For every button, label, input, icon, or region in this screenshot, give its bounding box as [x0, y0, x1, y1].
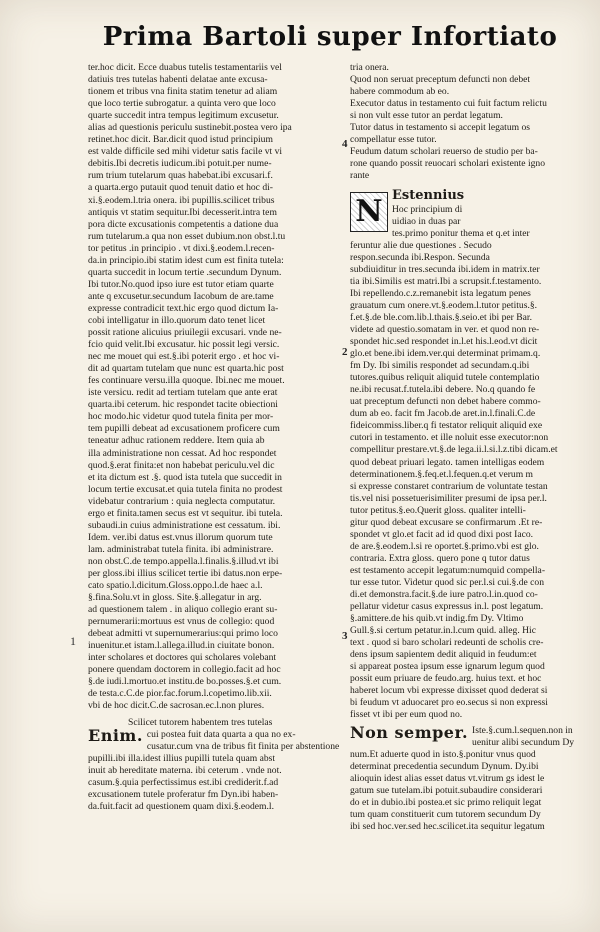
text-line: cusatur.cum vna de tribus fit finita per abstentione: [146, 740, 340, 752]
text-line: debitis.Ibi decretis iudicum.ibi potuit.per nume-: [88, 158, 272, 170]
text-line: ne.ibi recusat.f.tutela.ibi debere. No.q quando fe: [350, 384, 536, 396]
margin-number-4a: 4: [342, 138, 348, 150]
text-line: quod debeat priuari legato. tamen intelligas eodem: [350, 456, 545, 468]
text-line: gatum sue tutelam.ibi potuit.subaudire considerari: [350, 784, 543, 796]
text-line: antiquis vt statim sequitur.Ibi decesserit.intra tem: [88, 206, 277, 218]
text-line: quarte succedit intra tempus legitimum excusetur.: [88, 110, 279, 122]
text-line: da.fuit.facit ad questionem quam dixi.§.eodem.l.: [88, 800, 274, 812]
text-line: haberet locum vbi expresse dixisset quod dederat si: [350, 685, 548, 697]
text-line: uidiao in duas par: [392, 215, 461, 227]
text-line: inuenitur.et istam.l.allega.illud.in ciuitate bonon.: [88, 640, 275, 652]
margin-number-2: 2: [342, 346, 348, 358]
summary-line: Quod non seruat preceptum defuncti non debet: [350, 74, 531, 86]
text-line: contraria. Extra gloss. quero pone q tutor datus: [350, 552, 530, 564]
text-line: compellitur prestare.vt.§.de lega.ii.l.si.l.z.tibi dicam.et: [350, 444, 558, 456]
text-line: feruntur alie due questiones . Secudo: [350, 239, 492, 251]
left-lemma-intro: Scilicet tutorem habentem tres tutelas: [128, 716, 273, 728]
text-line: expresse contradicit text.hic ergo quod dictum Ia-: [88, 302, 279, 314]
section-word: Estennius: [392, 188, 465, 204]
text-line: tia ibi.Similis est matri.Ibi a scrupsit.f.testamento.: [350, 275, 542, 287]
text-line: hoc modo.hic videtur quod tutela finita per mor-: [88, 411, 274, 423]
text-line: pellatur videtur casus expressus in.l. post legatum.: [350, 601, 544, 613]
text-line: respon.secunda ibi.Respon. Secunda: [350, 251, 490, 263]
text-line: determinat precedentia secundum Dynum. Dy.ibi: [350, 760, 539, 772]
text-line: cui postea fuit data quarta a qua no ex-: [146, 728, 296, 740]
text-line: fideicommiss.liber.q fi testator reliquit aliquid exe: [350, 420, 543, 432]
text-line: possit eum priuare de feudo.arg. huius text. et hoc: [350, 673, 542, 685]
text-line: inuit ab hereditate materna. ibi ceterum . vnde not.: [88, 764, 282, 776]
text-line: Ibi tutor.No.quod ipso iure est tutor etiam quarte: [88, 278, 274, 290]
text-line: inter scholares et doctores qui scholares volebant: [88, 652, 277, 664]
text-line: de are.§.eodem.l.si re oportet.§.primo.vbi est glo.: [350, 540, 539, 552]
text-line: pupilli.ibi illa.idest illius pupilli tutela quam abst: [88, 752, 276, 764]
summary-line: rone quando possit reuocari scholari existente igno: [350, 158, 546, 170]
right-section-text: [350, 204, 588, 722]
text-line: illa administratione non cessat. Ad hoc respondet: [88, 447, 277, 459]
text-line: teneatur adhuc rationem reddere. Item quia ab: [88, 435, 265, 447]
text-line: possit ratione alicuius priuilegii excusari. vnde ne-: [88, 327, 282, 339]
text-line: di.et demonstra.facit.§.de iure patro.l.in.quod co-: [350, 589, 538, 601]
text-line: fisset vt ibi per eum quod no.: [350, 709, 463, 721]
text-line: subdiuiditur in tres.secunda ibi.idem in matrix.ter: [350, 263, 540, 275]
text-line: rum trium tutelarum quas habebat.ibi excusari.f.: [88, 170, 273, 182]
text-line: tionem et tribus vna finita statim tenetur ad aliam: [88, 86, 278, 98]
text-line: Ibi repellendo.c.z.remanebit ista legatum penes: [350, 287, 531, 299]
text-line: Gull.§.si certum petatur.in.l.cum quid. alleg. Hic: [350, 625, 536, 637]
text-line: tutores.quibus reliquit aliquid tutele contemplatio: [350, 372, 540, 384]
text-line: non obst.C.de tempo.appella.l.finalis.§.illud.vt ibi: [88, 555, 279, 567]
running-header: Prima Bartoli super Infortiato: [102, 22, 558, 52]
text-line: cobi intelligatur in illo.quorum dato tenet licet: [88, 314, 266, 326]
left-column-text: [88, 62, 342, 713]
text-line: subaudi.in cuius administratione est cessatum. ibi.: [88, 519, 281, 531]
text-line: Iste.§.cum.l.sequen.non in: [472, 724, 573, 736]
text-line: si appareat postea ipsum esse ignarum legum quod: [350, 661, 545, 673]
text-line: xi.§.eodem.l.tria onera. ibi pupillis.scilicet tribus: [88, 194, 275, 206]
text-line: §.fina.Solu.vt in gloss. Site.§.allegatur in arg.: [88, 592, 262, 604]
text-line: ergo et finita.tamen secus est vt sequitur. ibi tutela.: [88, 507, 283, 519]
text-line: si expresse constaret contrarium de voluntate testan: [350, 480, 548, 492]
text-line: cutori in testamento. et ille noluit esse executor:non: [350, 432, 549, 444]
text-line: iste versicu. redit ad tertiam tutelam que ante erat: [88, 387, 278, 399]
text-line: fm Dy. Ibi similis respondet ad secundam.q.ibi: [350, 360, 530, 372]
text-line: tutor petitus.§.eo.Querit gloss. qualiter intelli-: [350, 504, 526, 516]
text-line: est valde difficile sed mihi videtur satis facile vt vi: [88, 146, 283, 158]
text-line: debeat admitti vt supernumerarius:qui primo loco: [88, 628, 278, 640]
summary-line: Executor datus in testamento cui fuit factum relictu: [350, 98, 547, 110]
text-line: Idem. ver.ibi datus est.vnus illorum quorum tute: [88, 531, 273, 543]
margin-mark: 1: [70, 634, 76, 648]
text-line: vbi de hoc dicit.C.de sacrosan.ec.l.non plures.: [88, 700, 265, 712]
left-lemma-word: Enim.: [88, 725, 143, 745]
text-line: tes.primo ponitur thema et q.et inter: [392, 227, 530, 239]
text-line: de testa.c.C.de pior.fac.forum.l.copetimo.lib.xii.: [88, 688, 272, 700]
text-line: casum.§.quia perfectissimus est.ibi crediderit.f.ad: [88, 776, 279, 788]
text-line: tum quam constituerit cum tutorem secundum Dy: [350, 808, 541, 820]
text-line: pora dicte excusationis competentis a datione dua: [88, 218, 279, 230]
text-line: retinet.hoc dicit. Bar.dicit quod istud principium: [88, 134, 273, 146]
text-line: tem pupilli debeat ad excusationem proficere cum: [88, 423, 280, 435]
text-line: lam. administrabat tutela finita. ibi administrare.: [88, 543, 274, 555]
text-line: et ita dictum est .§. quod ista tutela que succedit in: [88, 471, 282, 483]
right-summary-text: [350, 62, 588, 182]
text-line: uat preceptum defuncti non debet habere commo-: [350, 396, 541, 408]
text-line: videbatur contrarium : quia neglecta computatur.: [88, 495, 276, 507]
text-line: rum tutelarum.a qua non esset dubium.non obst.l.tu: [88, 230, 286, 242]
summary-line: Tutor datus in testamento si accepit legatum os: [350, 122, 531, 134]
summary-line: Feudum datum scholari reuerso de studio per ba-: [350, 146, 538, 158]
text-line: excusationem tutele proferatur fm Dyn.ibi haben-: [88, 788, 279, 800]
text-line: dens ipsum sapientem dedit aliquid in feudum:et: [350, 649, 537, 661]
text-line: gitur quod debeat excusare se confirmarum .Et re-: [350, 516, 543, 528]
text-line: alias ad questionis periculu sustinebit.postea vero ipa: [88, 122, 292, 134]
text-line: §.amittere.de his quib.vt indig.fm Dy. Vltimo: [350, 613, 524, 625]
text-line: f.et.§.de ble.com.lib.l.thais.§.seio.et ibi per Bar.: [350, 311, 532, 323]
section-dropcap: N: [350, 192, 388, 232]
text-line: bi feudum vt aduocaret pro eo.secus si non expressi: [350, 697, 548, 709]
text-line: fcio quid velit.Ibi excusatur. hic possit legi versic.: [88, 339, 280, 351]
text-line: ad questionem talem . in aliquo collegio erant su-: [88, 604, 278, 616]
text-line: a quarta.ergo putauit quod tenuit datio et hoc di-: [88, 182, 273, 194]
summary-line: tria onera.: [350, 62, 389, 73]
text-line: tis.vel nisi possetuerisimiliter presumi de ipsa per.l.: [350, 492, 547, 504]
text-line: est testamento accepit legatum:numquid compella-: [350, 564, 546, 576]
text-line: da.in principio.ibi statim idest cum est finita tutela:: [88, 254, 284, 266]
text-line: fes continuare versu.illa quoque. Ibi.nec me mouet.: [88, 375, 285, 387]
text-line: alioquin idest alias esset datus vt.vitrum gs idest le: [350, 772, 545, 784]
left-lemma-block: [88, 717, 342, 813]
text-line: num.Et aduerte quod in isto.§.ponitur vnus quod: [350, 748, 536, 760]
text-line: ter.hoc dicit. Ecce duabus tutelis testamentariis vel: [88, 62, 282, 73]
text-line: ibi sed hoc.ver.sed hec.scilicet.ita sequitur legatum: [350, 820, 545, 832]
right-column: [350, 62, 588, 912]
text-line: spondet vt glo.et facit ad id quod dixi post Iaco.: [350, 528, 534, 540]
text-line: Hoc principium di: [392, 203, 463, 215]
text-line: determinationem.§.feq.et.l.fequen.q.et verum m: [350, 468, 534, 480]
text-line: quarta succedit in locum tertie .secundum Dynum.: [88, 266, 282, 278]
text-line: dum ab eo. facit fm Jacob.de aret.in.l.finali.C.de: [350, 408, 536, 420]
text-line: glo.et bene.ibi idem.ver.qui determinat primam.q.: [350, 348, 541, 360]
text-line: que loco tertie subrogatur. a quinta vero que loco: [88, 98, 276, 110]
text-line: grauatum cum onere.vt.§.eodem.l.tutor petitus.§.: [350, 299, 538, 311]
text-line: cato spatio.l.dicitum.Gloss.oppo.l.de haec a.l.: [88, 580, 263, 592]
text-line: ponere quendam doctorem in collegio.facit ad hoc: [88, 664, 281, 676]
summary-line: compellatur esse tutor.: [350, 134, 437, 146]
right-section-block: [350, 190, 588, 721]
text-line: quod.§.erat finita:et non habebat periculu.vel dic: [88, 459, 275, 471]
summary-line: habere commodum ab eo.: [350, 86, 450, 98]
text-line: spondet hic.sed respondet in.l.et his.l.eod.vt dicit: [350, 336, 538, 348]
text-line: tor petitus .in principio . vt dixi.§.eodem.l.recen-: [88, 242, 275, 254]
left-column: [88, 62, 342, 912]
right-lemma-block: [350, 722, 588, 833]
margin-number-3: 3: [342, 630, 348, 642]
text-line: per gloss.ibi illius scilicet tertie ibi datus.non erpe-: [88, 567, 283, 579]
text-line: datiuis tres tutelas habenti delatae ante excusa-: [88, 74, 268, 86]
summary-line: si non vult esse tutor an perdat legatum.: [350, 110, 503, 122]
text-line: locum tertie excusat.et quia tutela finita no prodest: [88, 483, 283, 495]
text-line: §.de iudi.l.mortuo.et institu.de bo.posses.§.et cum.: [88, 676, 282, 688]
text-line: pernumerarii:mortuus est vnus de collegio: quod: [88, 616, 275, 628]
text-line: dit ad quartam tutelam que nunc est quarta.hic post: [88, 363, 284, 375]
text-line: videte ad questio.somatam in ver. et quod non re-: [350, 323, 540, 335]
text-line: do et in dubio.ibi postea.et sic primo reliquit legat: [350, 796, 542, 808]
text-line: quarta.ibi ceterum. hic respondet tacite obiectioni: [88, 399, 278, 411]
text-line: nec me mouet qui est.§.ibi poterit ergo . et hoc vi-: [88, 351, 280, 363]
summary-line: rante: [350, 170, 370, 182]
text-line: ante q excusetur.secundum Iacobum de are.tame: [88, 290, 274, 302]
text-line: text . quod si baro scholari redeunti de scholis cre-: [350, 637, 544, 649]
text-line: uenitur alibi secundum Dy: [472, 736, 575, 748]
right-lemma-word: Non semper.: [350, 722, 469, 742]
text-line: tur esse tutor. Videtur quod sic per.l.si cui.§.de con: [350, 576, 545, 588]
